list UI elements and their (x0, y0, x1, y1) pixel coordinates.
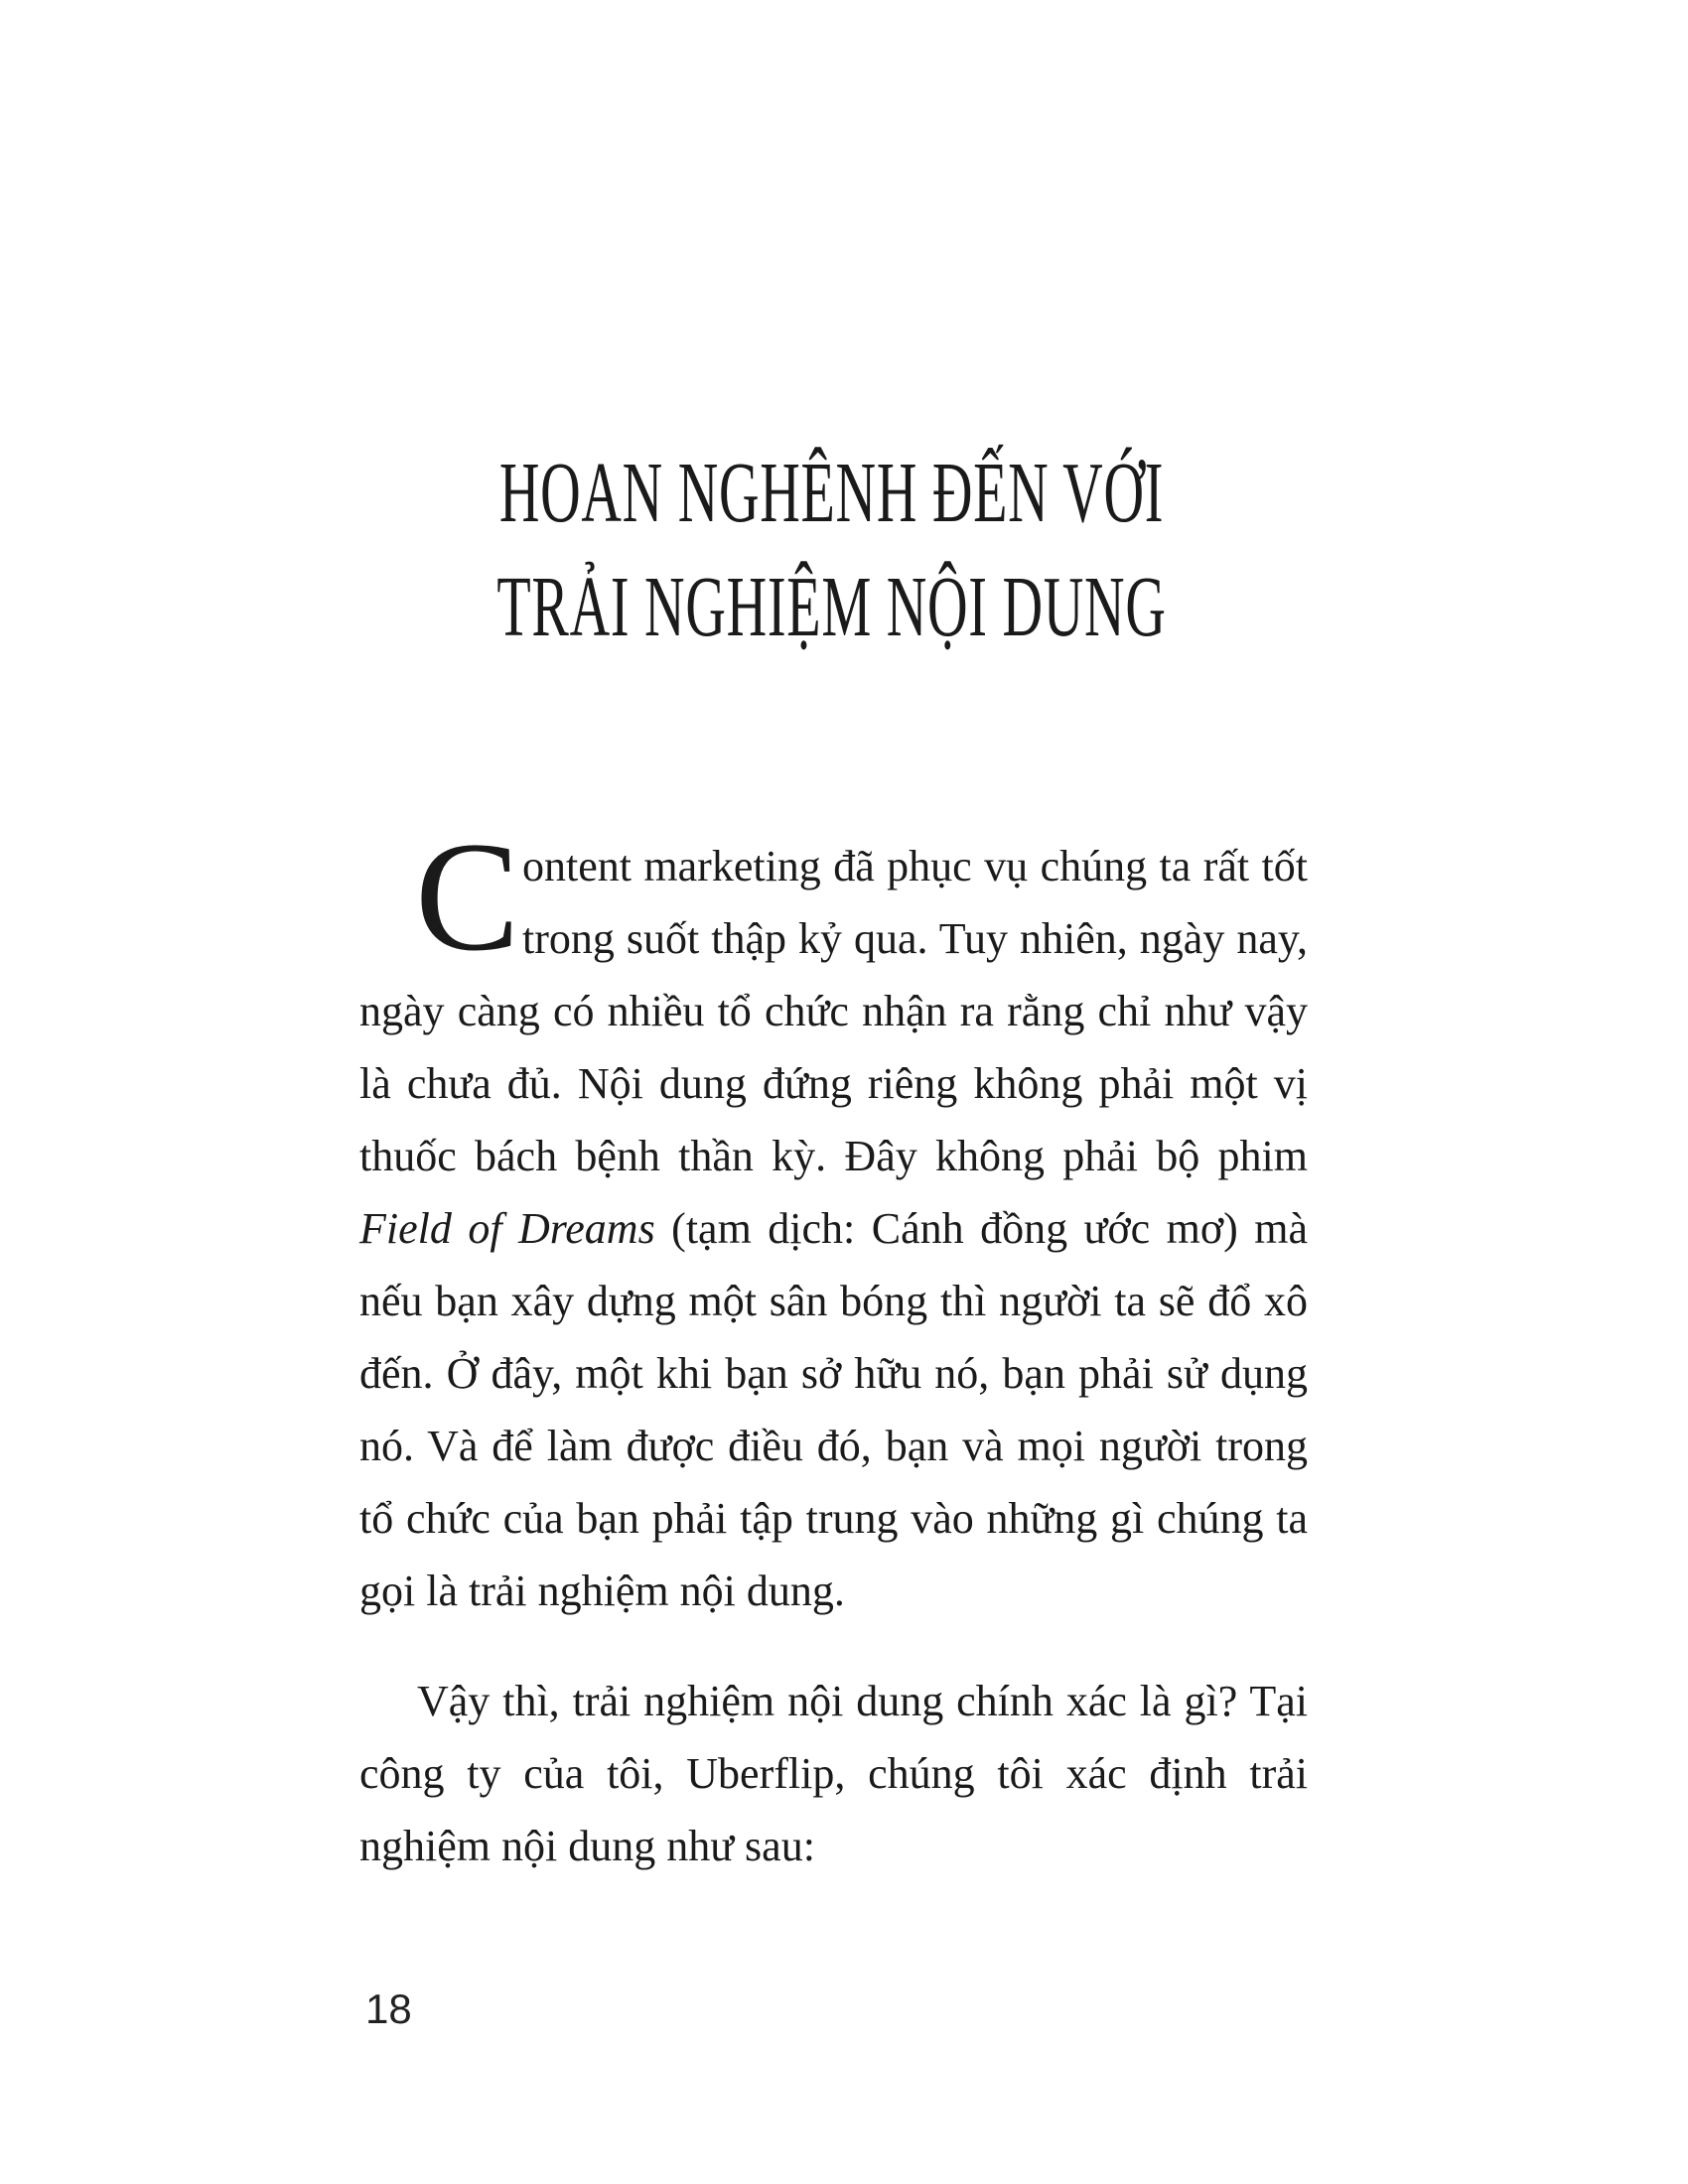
chapter-title-line-2: TRẢI NGHIỆM NỘI DUNG (496, 557, 1167, 655)
body-text (359, 810, 1309, 1882)
chapter-title-line-1: HOAN NGHÊNH ĐẾN VỚI (498, 443, 1165, 541)
paragraph-2: Vậy thì, trải nghiệm nội dung chính xác là gì? Tại công ty của tôi, Uberflip, chúng tôi xác định trải nghiệm nội dung như sau: (359, 1677, 1308, 1870)
drop-cap-letter: C (415, 810, 520, 984)
movie-title-italic: Field of Dreams (359, 1204, 655, 1253)
paragraph-1 (359, 810, 1309, 1627)
paragraph-1-text-after-italic: (tạm dịch: Cánh đồng ước mơ) mà nếu bạn xây dựng một sân bóng thì người ta sẽ đổ xô đến. Ở đây, một khi bạn sở hữu nó, bạn phải sử dụng nó. Và để làm được điều đó, bạn và mọi người trong tổ chức của bạn phải tập trung vào những gì chúng ta gọi là trải nghiệm nội dung. (359, 1204, 1309, 1615)
paragraph-1-text-before-italic: ontent marketing đã phục vụ chúng ta rất tốt trong suốt thập kỷ qua. Tuy nhiên, ngày nay, ngày càng có nhiều tổ chức nhận ra rằng chỉ như vậy là chưa đủ. Nội dung đứng riêng không phải một vị thuốc bách bệnh thần kỳ. Đây không phải bộ phim (359, 842, 1308, 1180)
drop-cap (415, 810, 520, 984)
page-number: 18 (365, 1985, 412, 2032)
chapter-title (357, 435, 1306, 663)
